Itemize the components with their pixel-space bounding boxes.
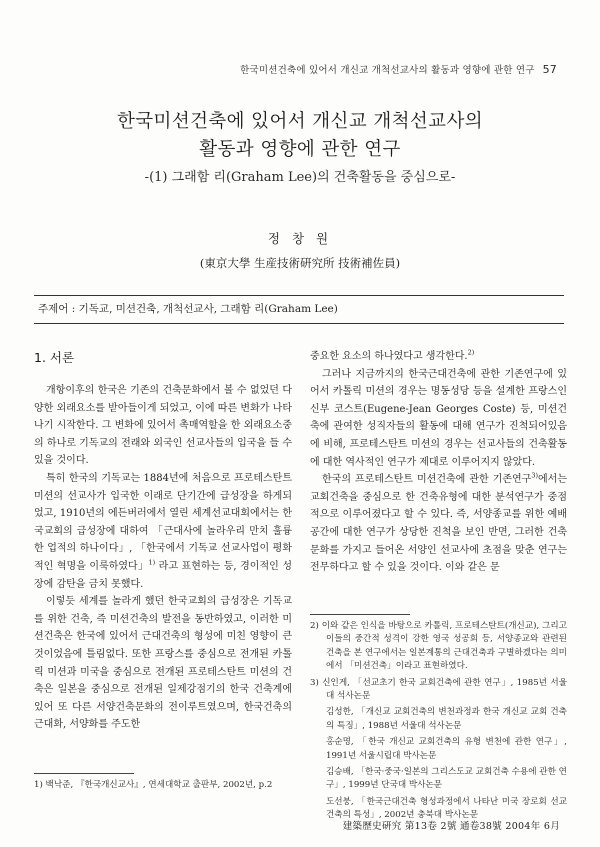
right-footnotes [310,620,567,826]
paper-title-line-2: 활동과 영향에 관한 연구 [199,139,401,160]
left-column [34,348,292,734]
paper-title-line-1: 한국미션건축에 있어서 개신교 개척선교사의 [117,111,483,132]
running-head-text: 한국미션건축에 있어서 개신교 개척선교사의 활동과 영향에 관한 연구 [240,65,535,76]
intro-paragraph-1: 개항이후의 한국은 기존의 건축문화에서 볼 수 없었던 다양한 외래요소를 받아들이게 되었고, 이에 따른 변화가 나타나기 시작한다. 그 변화에 있어서 촉매역할을 한 외래요소중의 하나로 기독교의 전래와 외국인 선교사들의 입국을 들 수 있을 것이다. [34,385,292,467]
footnote-ref-2: 2) [467,348,475,357]
footnote-ref-1: 1) [148,558,156,567]
intro-paragraph-5-start: 한국의 프로테스탄트 미션건축에 관한 기존연구 [322,474,532,486]
footnote-1: 1) 백낙준, 『한국개신교사』, 연세대학교 출판부, 2002년, p.2 [34,780,273,790]
right-footnote-rule [310,614,410,615]
intro-paragraph-4: 그러나 지금까지의 한국근대건축에 관한 기존연구에 있어서 카톨릭 미션의 경우는 명동성당 등을 설계한 프랑스인 신부 코스트(Eugene-Jean Georges Coste) 등, 미션건축에 관여한 성직자들의 활동에 대해 연구가 진척되어있음에 비해, 프로테스탄트 미션의 경우는 선교사들의 건축활동에 대한 역사적인 연구가 제대로 이루어지지 않았다. [310,368,567,468]
intro-paragraph-3-continued [310,348,567,366]
title-block [0,108,600,188]
keywords: 주제어 : 기독교, 미션건축, 개척선교사, 그래함 리(Graham Lee) [38,303,338,315]
intro-paragraph-3: 이렇듯 세계를 놀라게 했던 한국교회의 급성장은 기독교를 위한 건축, 즉 미션건축의 발전을 동반하였고, 이러한 미션건축은 한국에 있어서 근대건축의 형성에 미친 영향이 큰 것이었음에 틀림없다. 또한 프랑스를 중심으로 전개된 카톨릭 미션과 미국을 중심으로 전개된 프로테스탄트 미션의 건축은 일본을 중심으로 전개된 일제강점기의 한국 건축계에 있어 또 다른 서양건축문화의 전이루트였으며, 한국건축의 근대화, 서양화를 주도한 [34,596,292,731]
left-footnotes [34,779,292,795]
footnote-3-ref-3: 홍순명, 「한국 개신교 교회건축의 유형 변천에 관한 연구」, 1991년 서울시립대 박사논문 [326,737,567,761]
footnote-3-ref-2: 김성한, 「개신교 교회건축의 변천과정과 한국 개신교 교회 건축의 특징」, 1988년 서울대 석사논문 [326,707,567,731]
running-head [240,62,557,76]
keywords-bottom-rule [34,323,564,324]
keywords-top-rule [34,295,564,296]
right-column [310,348,567,577]
intro-paragraph-2-text: 특히 한국의 기독교는 1884년에 처음으로 프로테스탄트 미션의 선교사가 입국한 이래로 단기간에 급성장을 하게되었고, 1910년의 에든버러에서 열린 세계선교대회에서는 한국교회의 급성장에 대하여 「근대사에 놀라우리 만치 훌륭한 업적의 하나이다」, 「한국에서 기독교 선교사업이 평화적인 혁명을 이룩하였다」 [34,472,292,572]
author-name: 정 창 원 [267,231,333,246]
section-heading-intro: 1. 서론 [34,350,75,365]
footnote-ref-3: 3) [531,471,539,480]
footnote-3-ref-4: 김승배, 「한국·중국·일본의 그리스도교 교회건축 수용에 관한 연구」, 1999년 단국대 박사논문 [326,767,567,791]
intro-paragraph-3-continued-text: 중요한 요소의 하나였다고 생각한다. [310,351,468,362]
footnote-3: 3) 신인게, 「선교초기 한국 교회건축에 관한 연구」, 1985년 서울대 석사논문 [310,677,567,702]
author-block [0,230,600,272]
paper-subtitle: -(1) 그래함 리(Graham Lee)의 건축활동을 중심으로- [144,170,456,185]
intro-paragraph-5-text: 에서는 교회건축을 중심으로 한 건축유형에 대한 분석연구가 중점적으로 이루어졌다고 할 수 있다. 즉, 서양종교를 위한 예배공간에 대한 연구가 상당한 진척을 보인 반면, 그러한 건축문화를 가지고 들어온 서양인 선교사에 초점을 맞춘 연구는 전무하다고 할 수 있을 것이다. 이와 같은 문 [310,474,567,574]
intro-paragraph-2-end: 라고 표현하는 등, 경이적인 성장에 감탄을 금치 못했다. [34,560,292,590]
intro-paragraph-5 [310,471,567,577]
author-affiliation: (東京大學 生産技術硏究所 技術補佐員) [199,256,401,270]
intro-paragraph-2 [34,470,292,593]
page-number: 57 [542,63,557,76]
footnote-3-ref-5: 도선붕, 「한국근대건축 형성과정에서 나타난 미국 장로회 선교건축의 특성」, 2002년 충북대 박사논문 [326,796,567,821]
footnote-2: 2) 이와 같은 인식을 바탕으로 카톨릭, 프로테스탄트(개신교), 그리고 이들의 중간적 성격이 강한 영국 성공회 등, 서양종교와 관련된 건축을 본 연구에서는 일본계통의 근대건축과 구별하겠다는 의미에서 「미션건축」이라고 표현하였다. [310,621,567,672]
journal-footer: 建築歷史硏究 第13卷 2號 通卷38號 2004年 6月 [342,821,560,832]
left-footnote-rule [34,773,134,774]
